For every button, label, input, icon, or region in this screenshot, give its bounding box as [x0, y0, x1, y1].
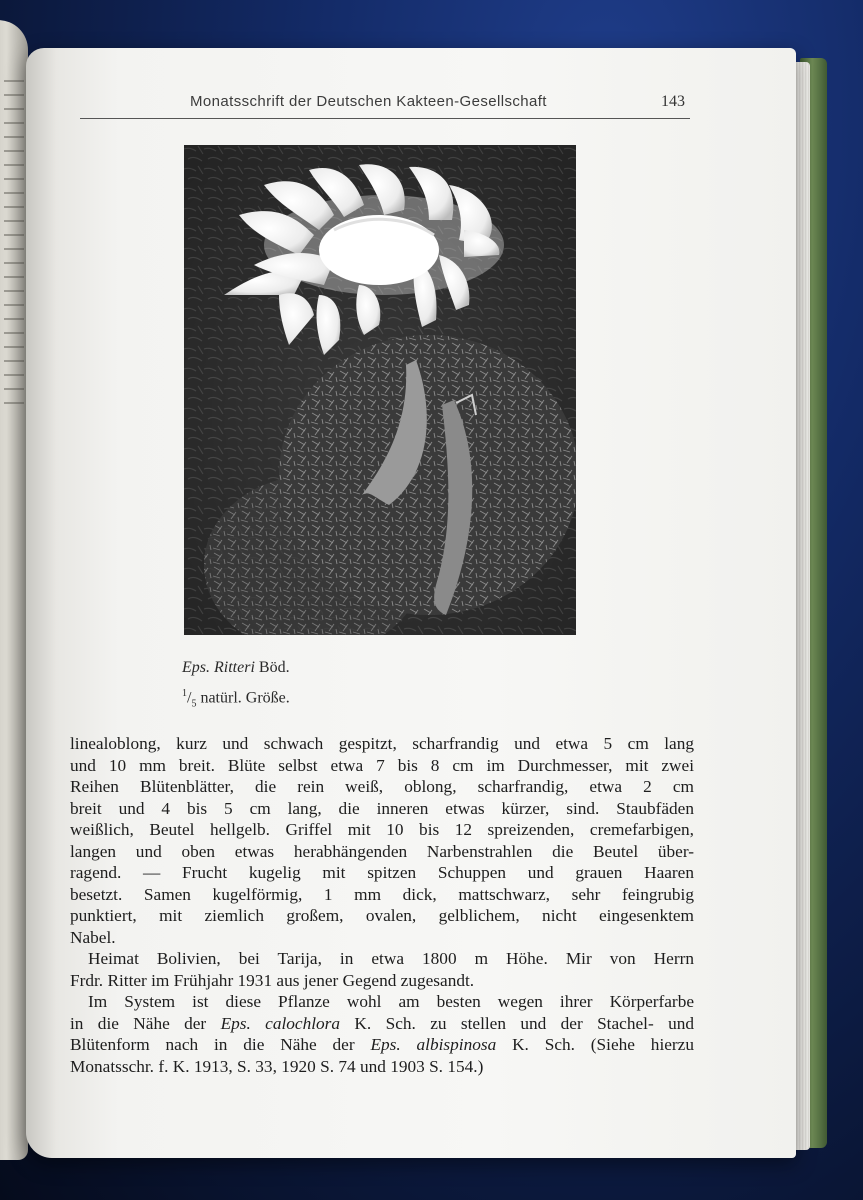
text-line: punktiert, mit ziemlich großem, ovalen, gelblichem, nicht eingesenktem [70, 906, 694, 925]
caption-title [182, 655, 290, 681]
text-line: Reihen Blütenblätter, die rein weiß, oblong, scharfrandig, etwa 2 cm [70, 777, 694, 796]
text-line: Heimat Bolivien, bei Tarija, in etwa 1800 m Höhe. Mir von Herrn [88, 949, 694, 968]
scale-numerator: 1 [182, 688, 187, 699]
text-run: in die Nähe der [70, 1013, 207, 1033]
paragraph-system [70, 991, 694, 1077]
figure-caption [182, 655, 290, 718]
text-line: breit und 4 bis 5 cm lang, die inneren etwas kürzer, sind. Staubfäden [70, 798, 694, 818]
text-run: Blütenform nach in die Nähe der [70, 1035, 355, 1054]
text-line: ragend. — Frucht kugelig mit spitzen Schuppen und grauen Haaren [70, 863, 694, 882]
caption-species: Eps. Ritteri [182, 659, 255, 676]
text-line: Frdr. Ritter im Frühjahr 1931 aus jener Gegend zugesandt. [70, 970, 475, 990]
text-run: K. Sch. zu stellen und der Stachel- und [354, 1013, 694, 1033]
paragraph-habitat [70, 948, 694, 991]
text-line [70, 1034, 694, 1056]
species-name: Eps. albispinosa [370, 1035, 497, 1054]
scale-denominator: 5 [191, 698, 197, 710]
text-line: weißlich, Beutel hellgelb. Griffel mit 10 bis 12 spreizenden, cremefarbigen, [70, 820, 694, 839]
paragraph-description [70, 733, 694, 948]
species-name: Eps. calochlora [220, 1013, 341, 1033]
text-line: Nabel. [70, 927, 116, 947]
text-run: K. Sch. (Siehe hierzu [512, 1035, 694, 1054]
text-line: Monatsschr. f. K. 1913, S. 33, 1920 S. 74 und 1903 S. 154.) [70, 1056, 484, 1076]
text-line [70, 1013, 694, 1035]
scale-text: natürl. Größe. [200, 689, 290, 707]
header-rule [80, 118, 690, 119]
text-line: linealoblong, kurz und schwach gespitzt, scharfrandig und etwa 5 cm lang [70, 734, 694, 753]
cactus-flower-photo [184, 145, 576, 635]
caption-author: Böd. [258, 659, 290, 676]
text-line: langen und oben etwas herabhängenden Narbenstrahlen die Beutel über- [70, 841, 694, 861]
left-page-edge [0, 20, 28, 1160]
caption-scale: $^1/_5$ natürl. Größe. [182, 688, 290, 710]
text-line: besetzt. Samen kugelförmig, 1 mm dick, mattschwarz, sehr feingrubig [70, 884, 694, 904]
text-line: und 10 mm breit. Blüte selbst etwa 7 bis 8 cm im Durchmesser, mit zwei [70, 755, 694, 775]
running-head: Monatsschrift der Deutschen Kakteen-Gesellschaft [190, 93, 547, 110]
text-line: Im System ist diese Pflanze wohl am besten wegen ihrer Körperfarbe [88, 992, 694, 1011]
body-text [70, 733, 694, 1077]
page-number: 143 [661, 93, 685, 110]
